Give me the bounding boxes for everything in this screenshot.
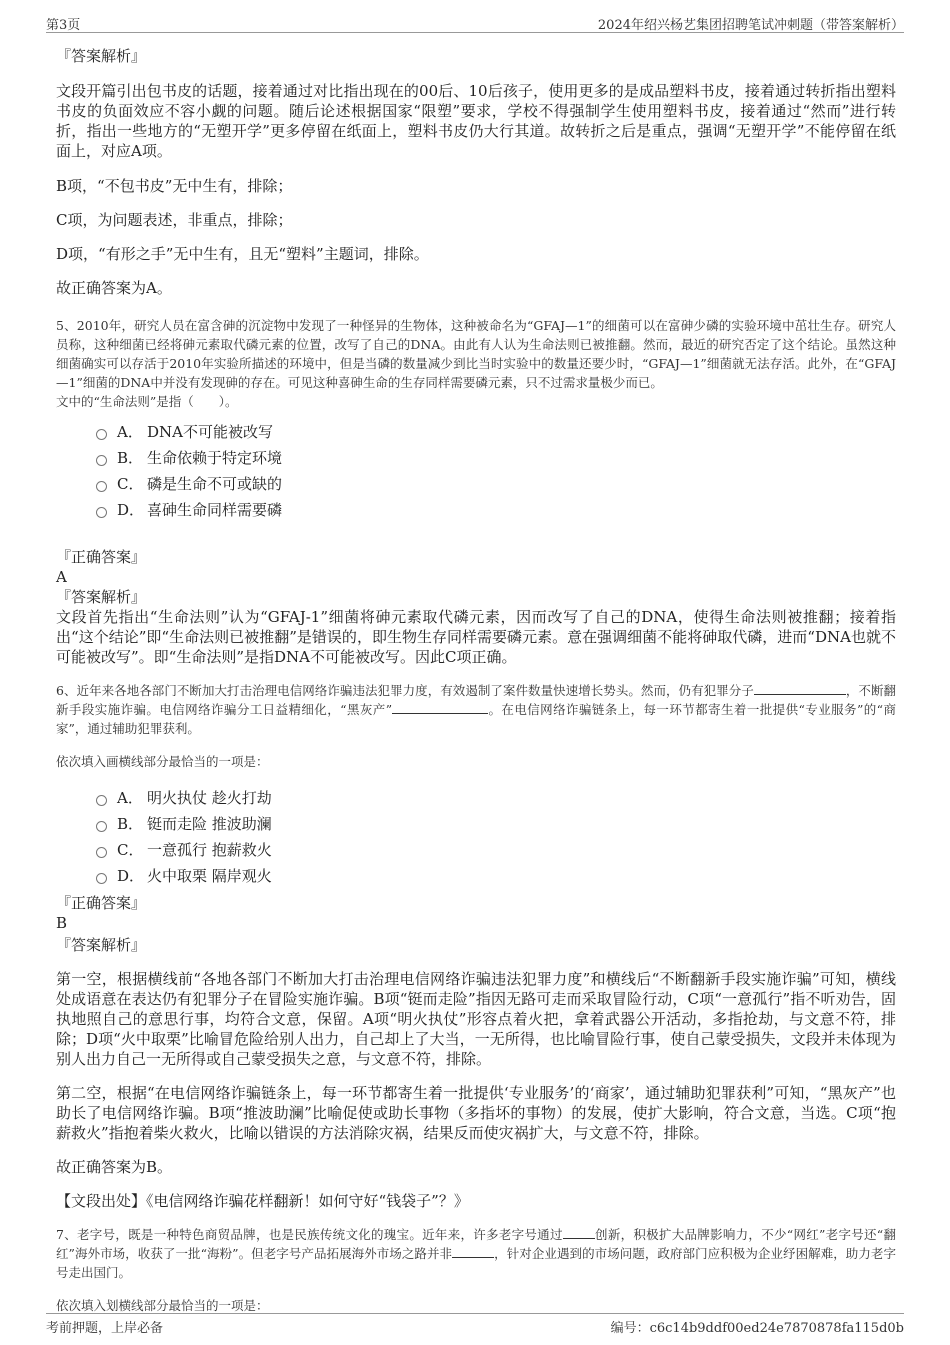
- question-5: [56, 316, 896, 667]
- question-7: [56, 1225, 896, 1315]
- analysis-label: 『答案解析』: [56, 588, 147, 606]
- footer-slogan: 考前押题，上岸必备: [46, 1321, 164, 1336]
- question-stem: 5、2010年，研究人员在富含砷的沉淀物中发现了一种怪异的生物体，这种被命名为“GFAJ—1”的细菌可以在富砷少磷的实验环境中茁壮生存。研究人员称，这种细菌已经将砷元素取代磷元素的位置，改写了自己的DNA。由此有人认为生命法则已被推翻。然而，最近的研究否定了这个结论。虽然这种细菌确实可以存活于2010年实验所描述的环境中，但是当磷的数量减少到比当时实验中的数量还要少时，“GFAJ—1”细菌就无法存活。此外，在“GFAJ—1”细菌的DNA中并没有发现砷的存在。可见这种喜砷生命的生存同样需要磷元素，只不过需求量极少而已。: [56, 318, 896, 390]
- analysis-paragraph-1: 第一空，根据横线前“各地各部门不断加大打击治理电信网络诈骗违法犯罪力度”和横线后“不断翻新手段实施诈骗”可知，横线处成语意在表达仍有犯罪分子在冒险实施诈骗。B项“铤而走险”指因无路可走而采取冒险行动，C项“一意孤行”指不听劝告，固执地照自己的意思行事，均符合文意，保留。A项“明火执仗”形容点着火把，拿着武器公开活动，多指抢劫，与文意不符，排除；D项“火中取栗”比喻冒危险给别人出力，自己却上了大当，一无所得，也比喻冒险行事，使自己蒙受损失，文段并未体现为别人出力自己一无所得或自己蒙受损失之意，与文意不符，排除。: [56, 970, 896, 1068]
- document-id: 编号：c6c14b9ddf00ed24e7870878fa115d0b: [610, 1321, 904, 1336]
- analysis-paragraph: 文段开篇引出包书皮的话题，接着通过对比指出现在的00后、10后孩子，使用更多的是成品塑料书皮，接着通过转折指出塑料书皮的负面效应不容小觑的问题。随后论述根据国家“限塑”要求，学校不得强制学生使用塑料书皮，接着通过“然而”进行转折，指出一些地方的“无塑开学”更多停留在纸面上，塑料书皮仍大行其道。故转折之后是重点，强调“无塑开学”不能停留在纸面上，对应A项。: [56, 82, 896, 160]
- question-stem: 6、近年来各地各部门不断加大打击治理电信网络诈骗违法犯罪力度，有效遏制了案件数量快速增长势头。然而，仍有犯罪分子 ，不断翻新手段实施诈骗。电信网络诈骗分工日益精细化，“黑灰产” 。在电信网络诈骗链条上，每一环节都寄生着一批提供“专业服务”的“商家”，通过辅助犯罪获利。: [56, 683, 896, 736]
- analysis-option-c: C项，为问题表述，非重点，排除；: [56, 211, 293, 229]
- page-number: 第3页: [46, 18, 81, 33]
- document-body: [56, 44, 896, 1315]
- option-a[interactable]: A． DNA不可能被改写: [96, 419, 896, 445]
- blank-2: [452, 1245, 494, 1258]
- radio-icon[interactable]: [96, 821, 107, 832]
- question-prompt: 文中的“生命法则”是指（ ）。: [56, 394, 238, 409]
- analysis-paragraph: 文段首先指出“生命法则”认为“GFAJ-1”细菌将砷元素取代磷元素，因而改写了自己的DNA，使得生命法则被推翻；接着指出“这个结论”即“生命法则已被推翻”是错误的，即生物生存同样需要磷元素。意在强调细菌不能将砷取代磷，进而“DNA也就不可能被改写”。即“生命法则”是指DNA不可能被改写。因此C项正确。: [56, 608, 896, 666]
- analysis-option-d: D项，“有形之手”无中生有，且无“塑料”主题词，排除。: [56, 245, 429, 263]
- option-a[interactable]: A． 明火执仗 趁火打劫: [96, 785, 896, 811]
- option-d[interactable]: D． 喜砷生命同样需要磷: [96, 497, 896, 523]
- page-footer: [46, 1313, 904, 1334]
- blank-1: [563, 1226, 595, 1239]
- answer-label: 『正确答案』: [56, 548, 147, 566]
- option-c[interactable]: C． 磷是生命不可或缺的: [96, 471, 896, 497]
- source-citation: 【文段出处】《电信网络诈骗花样翻新！如何守好“钱袋子”？》: [56, 1192, 469, 1210]
- question-6: [56, 681, 896, 1211]
- analysis-label: 『答案解析』: [56, 936, 147, 954]
- q4-analysis: [56, 46, 896, 298]
- analysis-conclusion: 故正确答案为A。: [56, 279, 172, 297]
- analysis-option-b: B项，“不包书皮”无中生有，排除；: [56, 177, 293, 195]
- analysis-paragraph-2: 第二空，根据“在电信网络诈骗链条上，每一环节都寄生着一批提供‘专业服务’的‘商家’，通过辅助犯罪获利”可知，“黑灰产”也助长了电信网络诈骗。B项“推波助澜”比喻促使或助长事物（多指坏的事物）的发展，使扩大影响，符合文意，当选。C项“抱薪救火”指抱着柴火救火，比喻以错误的方法消除灾祸，结果反而使灾祸扩大，与文意不符，排除。: [56, 1084, 896, 1142]
- option-c[interactable]: C． 一意孤行 抱薪救火: [96, 837, 896, 863]
- answer-value: B: [56, 914, 68, 932]
- answer-label: 『正确答案』: [56, 894, 147, 912]
- option-b[interactable]: B． 生命依赖于特定环境: [96, 445, 896, 471]
- radio-icon[interactable]: [96, 847, 107, 858]
- document-title: 2024年绍兴杨艺集团招聘笔试冲刺题（带答案解析）: [597, 18, 904, 33]
- analysis-label: 『答案解析』: [56, 47, 147, 65]
- option-list: [96, 785, 896, 889]
- analysis-conclusion: 故正确答案为B。: [56, 1158, 173, 1176]
- option-list: [96, 419, 896, 523]
- answer-value: A: [56, 568, 67, 586]
- radio-icon[interactable]: [96, 429, 107, 440]
- radio-icon[interactable]: [96, 795, 107, 806]
- blank-1: [754, 682, 846, 695]
- page-header: [46, 12, 904, 33]
- option-d[interactable]: D． 火中取栗 隔岸观火: [96, 863, 896, 889]
- radio-icon[interactable]: [96, 507, 107, 518]
- option-b[interactable]: B． 铤而走险 推波助澜: [96, 811, 896, 837]
- radio-icon[interactable]: [96, 481, 107, 492]
- question-stem: 7、老字号，既是一种特色商贸品牌，也是民族传统文化的瑰宝。近年来，许多老字号通过 创新，积极扩大品牌影响力，不少“网红”老字号还“翻红”海外市场，收获了一批“海粉”。但老字号产品拓展海外市场之路并非 ，针对企业遇到的市场问题，政府部门应积极为企业纾困解难，助力老字号走出国门。: [56, 1227, 896, 1280]
- blank-2: [392, 701, 488, 714]
- question-prompt: 依次填入画横线部分最恰当的一项是：: [56, 754, 269, 769]
- radio-icon[interactable]: [96, 873, 107, 884]
- question-prompt: 依次填入划横线部分最恰当的一项是：: [56, 1298, 269, 1313]
- radio-icon[interactable]: [96, 455, 107, 466]
